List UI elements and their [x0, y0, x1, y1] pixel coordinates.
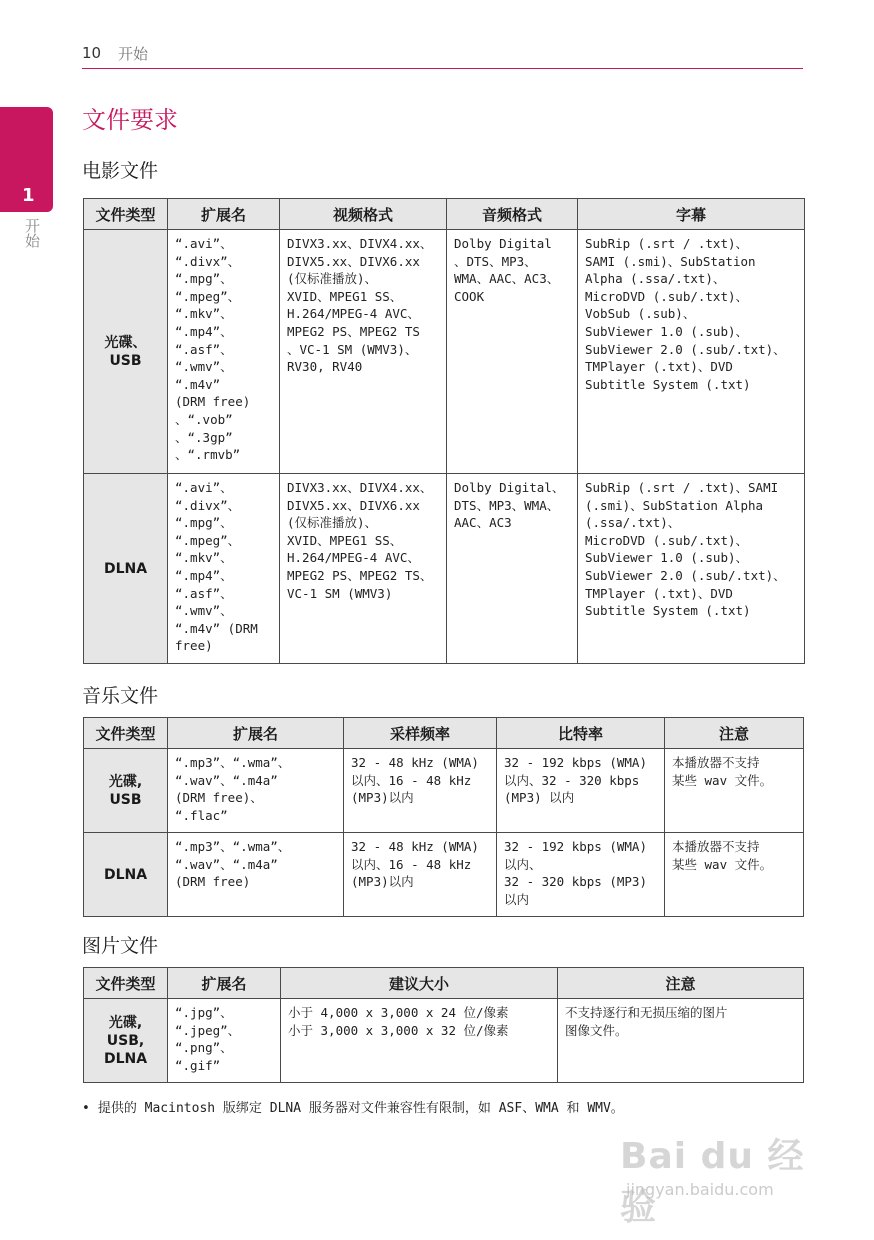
table-row — [84, 230, 805, 474]
row-file-type: 光碟, USB — [84, 749, 168, 833]
header-extension: 扩展名 — [168, 968, 281, 999]
cell-video-formats: DIVX3.xx、DIVX4.xx、 DIVX5.xx、DIVX6.xx (仅标准播放)、 XVID、MPEG1 SS、 H.264/MPEG-4 AVC、 MPEG2 PS、MPEG2 TS、 VC-1 SM (WMV3) — [280, 474, 447, 664]
header-video-format: 视频格式 — [280, 199, 447, 230]
footnote-text: 提供的 Macintosh 版绑定 DLNA 服务器对文件兼容性有限制，如 ASF、WMA 和 WMV。 — [97, 1101, 624, 1116]
table-row — [84, 474, 805, 664]
movie-file-table — [83, 198, 805, 664]
cell-bitrate: 32 - 192 kbps (WMA) 以内、 32 - 320 kbps (MP3) 以内 — [497, 833, 665, 917]
watermark-brand: Bai du 经验 — [620, 1136, 805, 1228]
row-file-type: 光碟、 USB — [84, 230, 168, 474]
watermark-url: jingyan.baidu.com — [626, 1180, 774, 1199]
chapter-title: 开始 — [118, 45, 149, 63]
footnote — [82, 1097, 624, 1116]
header-bitrate: 比特率 — [497, 718, 665, 749]
chapter-number: 1 — [22, 185, 35, 206]
cell-bitrate: 32 - 192 kbps (WMA) 以内、32 - 320 kbps (MP3) 以内 — [497, 749, 665, 833]
chapter-side-label: 开始 — [23, 218, 41, 248]
watermark — [610, 1118, 830, 1228]
cell-extensions: “.avi”、 “.divx”、 “.mpg”、 “.mpeg”、 “.mkv”、 “.mp4”、 “.asf”、 “.wmv”、 “.m4v” (DRM free) — [168, 474, 280, 664]
table-row — [84, 999, 804, 1083]
header-file-type: 文件类型 — [84, 968, 168, 999]
header-note: 注意 — [665, 718, 804, 749]
header-extension: 扩展名 — [168, 718, 344, 749]
header-extension: 扩展名 — [168, 199, 280, 230]
header-file-type: 文件类型 — [84, 199, 168, 230]
header-audio-format: 音频格式 — [447, 199, 578, 230]
chapter-side-tab — [0, 107, 53, 212]
header-sample-rate: 采样频率 — [344, 718, 497, 749]
cell-extensions: “.mp3”、“.wma”、 “.wav”、“.m4a” (DRM free)、 “.flac” — [168, 749, 344, 833]
cell-extensions: “.avi”、 “.divx”、 “.mpg”、 “.mpeg”、 “.mkv”、 “.mp4”、 “.asf”、 “.wmv”、 “.m4v” (DRM free) 、“.vob” 、“.3gp” 、“.rmvb” — [168, 230, 280, 474]
bullet-icon: • — [82, 1101, 90, 1116]
header-recommended-size: 建议大小 — [281, 968, 558, 999]
cell-audio-formats: Dolby Digital 、DTS、MP3、 WMA、AAC、AC3、 COOK — [447, 230, 578, 474]
cell-extensions: “.mp3”、“.wma”、 “.wav”、“.m4a” (DRM free) — [168, 833, 344, 917]
row-file-type: 光碟, USB, DLNA — [84, 999, 168, 1083]
table-row — [84, 749, 804, 833]
header-note: 注意 — [558, 968, 804, 999]
cell-subtitles: SubRip (.srt / .txt)、 SAMI (.smi)、SubStation Alpha (.ssa/.txt)、 MicroDVD (.sub/.txt)、 VobSub (.sub)、 SubViewer 1.0 (.sub)、 SubViewer 2.0 (.sub/.txt)、 TMPlayer (.txt)、DVD Subtitle System (.txt) — [578, 230, 805, 474]
music-section-title: 音乐文件 — [82, 685, 159, 707]
page-number: 10 — [82, 44, 102, 62]
cell-sample-rate: 32 - 48 kHz (WMA) 以内、16 - 48 kHz (MP3)以内 — [344, 749, 497, 833]
photo-file-table — [83, 967, 804, 1083]
table-row — [84, 833, 804, 917]
cell-subtitles: SubRip (.srt / .txt)、SAMI (.smi)、SubStation Alpha (.ssa/.txt)、 MicroDVD (.sub/.txt)、 SubViewer 1.0 (.sub)、 SubViewer 2.0 (.sub/.txt)、 TMPlayer (.txt)、DVD Subtitle System (.txt) — [578, 474, 805, 664]
cell-note: 本播放器不支持 某些 wav 文件。 — [665, 833, 804, 917]
table-header-row — [84, 968, 804, 999]
cell-sample-rate: 32 - 48 kHz (WMA) 以内、16 - 48 kHz (MP3)以内 — [344, 833, 497, 917]
cell-video-formats: DIVX3.xx、DIVX4.xx、 DIVX5.xx、DIVX6.xx (仅标准播放)、 XVID、MPEG1 SS、 H.264/MPEG-4 AVC、 MPEG2 PS、MPEG2 TS 、VC-1 SM (WMV3)、 RV30, RV40 — [280, 230, 447, 474]
photo-section-title: 图片文件 — [82, 935, 159, 957]
cell-note: 本播放器不支持 某些 wav 文件。 — [665, 749, 804, 833]
music-file-table — [83, 717, 804, 917]
row-file-type: DLNA — [84, 833, 168, 917]
header-file-type: 文件类型 — [84, 718, 168, 749]
row-file-type: DLNA — [84, 474, 168, 664]
cell-recommended-size: 小于 4,000 x 3,000 x 24 位/像素 小于 3,000 x 3,000 x 32 位/像素 — [281, 999, 558, 1083]
movie-section-title: 电影文件 — [82, 160, 159, 182]
table-header-row — [84, 199, 805, 230]
cell-extensions: “.jpg”、 “.jpeg”、 “.png”、 “.gif” — [168, 999, 281, 1083]
cell-note: 不支持逐行和无损压缩的图片 图像文件。 — [558, 999, 804, 1083]
header-subtitle: 字幕 — [578, 199, 805, 230]
cell-audio-formats: Dolby Digital、 DTS、MP3、WMA、 AAC、AC3 — [447, 474, 578, 664]
page-title: 文件要求 — [82, 106, 178, 134]
table-header-row — [84, 718, 804, 749]
page-header — [82, 40, 803, 69]
